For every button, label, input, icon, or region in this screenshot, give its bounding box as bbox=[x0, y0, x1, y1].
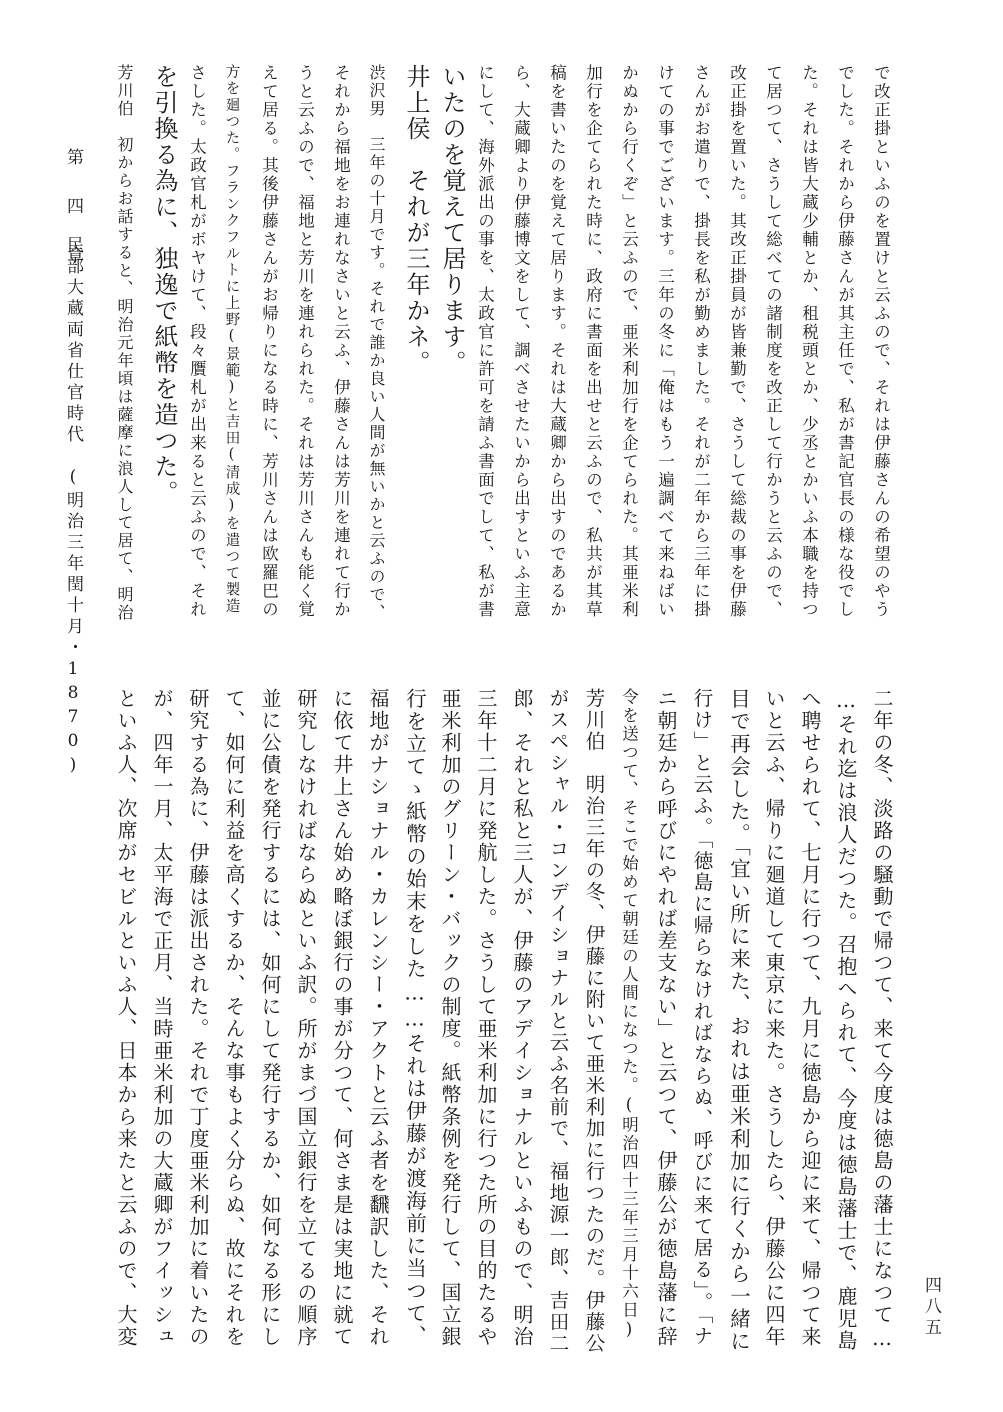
text-line: といふ人、次席がセビルといふ人、日本から来たと云ふので、大変 bbox=[114, 688, 138, 1348]
text-line: へ聘せられて、七月に行つて、九月に徳島から迎に来て、帰つて来 bbox=[798, 688, 822, 1348]
text-line: 研究しなければならぬといふ訳。所がまづ国立銀行を立てるの順序 bbox=[294, 688, 318, 1348]
text-line: さんがお遣りで、掛長を私が勤めました。それが二年から三年に掛 bbox=[691, 64, 711, 619]
text-line: 並に公債を発行するには、如何にして発行するか、如何なる形にし bbox=[258, 688, 282, 1348]
text-line: でした。それから伊藤さんが其主任で、私が書記官長の様な役でし bbox=[835, 64, 855, 619]
text-line: 芳川伯 初からお話すると、明治元年頃は薩摩に浪人して居て、明治 bbox=[115, 64, 134, 622]
text-line: 行け」と云ふ。「徳島に帰らなければならぬ、呼びに来て居る」。「ナ bbox=[690, 688, 714, 1347]
text-line: 三年十二月に発航した。さうして亜米利加に行つた所の目的たるや bbox=[474, 688, 498, 1348]
text-line: 福地がナショナル・カレンシー・アクトと云ふ者を飜訳した、それ bbox=[366, 688, 390, 1348]
text-line: 二年の冬、淡路の騒動で帰つて、来て今度は徳島の藩士になつて… bbox=[870, 688, 894, 1352]
text-line: 井上侯 それが三年かネ。 bbox=[402, 64, 430, 376]
text-line: 令を送つて、そこで始めて朝廷の人間になつた。(明治四十三年三月十六日) bbox=[619, 688, 639, 1341]
text-line: で改正掛といふのを置けと云ふので、それは伊藤さんの希望のやう bbox=[871, 64, 891, 619]
text-line: …それ迄は浪人だつた。召抱へられて、今度は徳島藩士で、鹿児島 bbox=[834, 688, 858, 1352]
text-line: て、如何に利益を高くするか、そんな事もよく分らぬ、故にそれを bbox=[222, 688, 246, 1348]
text-line: それから福地をお連れなさいと云ふ、伊藤さんは芳川を連れて行か bbox=[331, 64, 351, 619]
text-line: ら、大蔵卿より伊藤博文をして、調べさせたいから出すといふ主意 bbox=[511, 64, 531, 619]
text-line: 目で再会した。「宜い所に来た、おれは亜米利加に行くから一緒に bbox=[726, 688, 751, 1353]
text-line: 研究する為に、伊藤は派出された。それで丁度亜米利加に着いたの bbox=[186, 688, 210, 1348]
text-line: 行を立てゝ紙幣の始末をした……それは伊藤が渡海前に当つて、 bbox=[402, 688, 427, 1348]
running-title: 民部大蔵両省仕官時代 (明治三年閏十月・1870) bbox=[63, 236, 83, 779]
text-line: 芳川伯 明治三年の冬、伊藤に附いて亜米利加に行つたのだ。伊藤公 bbox=[582, 688, 606, 1355]
text-line: に依て井上さん始め略ぼ銀行の事が分つて、何さま是は実地に就て bbox=[330, 688, 354, 1348]
text-line: がスペシャル・コンデイショナルと云ふ名前で、福地源一郎、吉田二 bbox=[546, 688, 570, 1355]
text-line: 稿を書いたのを覚えて居ります。それは大蔵卿から出すのであるか bbox=[547, 64, 567, 619]
text-line: 加行を企てられた時に、政府に書面を出せと云ふので、私共が其草 bbox=[583, 64, 603, 619]
text-line: かぬから行くぞ」と云ふので、亜米利加行を企てられた。其亜米利 bbox=[619, 64, 639, 619]
text-line: が、四年一月、太平海で正月、当時亜米利加の大蔵卿がフイッシュ bbox=[150, 688, 174, 1348]
text-line: けての事でございます。三年の冬に「俺はもう一遍調べて来ねばい bbox=[655, 64, 675, 619]
text-line: えて居る。其後伊藤さんがお帰りになる時に、芳川さんは欧羅巴の bbox=[259, 64, 279, 619]
text-line: 郎、それと私と三人が、伊藤のアデイショナルといふもので、明治 bbox=[510, 688, 534, 1348]
text-line: うと云ふので、福地と芳川を連れられた。それは芳川さんも能く覚 bbox=[295, 64, 315, 619]
text-line: いたのを覚えて居ります。 bbox=[438, 64, 466, 376]
text-line: 改正掛を置いた。其改正掛員が皆兼勤で、さうして総裁の事を伊藤 bbox=[727, 64, 747, 619]
text-line: て居つて、さうして総べての諸制度を改正して行かうと云ふので、 bbox=[763, 64, 783, 619]
text-line: さした。太政官札がボヤけて、段々贋札が出来ると云ふので、それ bbox=[187, 64, 207, 619]
text-line: 渋沢男 三年の十月です。それで誰か良い人間が無いかと云ふので、 bbox=[367, 64, 386, 622]
text-line: 方を廻つた。フランクフルトに上野(景範)と吉田(清成)を遣つて製造 bbox=[223, 64, 240, 615]
text-line: ニ朝廷から呼びにやれば差支ない」と云つて、伊藤公が徳島藩に辞 bbox=[654, 688, 678, 1348]
page-number: 四八五 bbox=[921, 1276, 941, 1339]
text-line: を引換る為に、独逸で紙幣を造つた。 bbox=[150, 64, 178, 506]
text-line: いと云ふ、帰りに廻道して東京に来た。さうしたら、伊藤公に四年 bbox=[762, 688, 786, 1348]
text-line: にして、海外派出の事を、太政官に許可を請ふ書面でして、私が書 bbox=[475, 64, 495, 619]
text-line: 亜米利加のグリーン・バックの制度。紙幣条例を発行して、国立銀 bbox=[438, 688, 462, 1348]
chapter-heading: 第 四 章 bbox=[63, 148, 83, 269]
text-line: た。それは皆大蔵少輔とか、租税頭とか、少丞とかいふ本職を持つ bbox=[799, 64, 819, 619]
